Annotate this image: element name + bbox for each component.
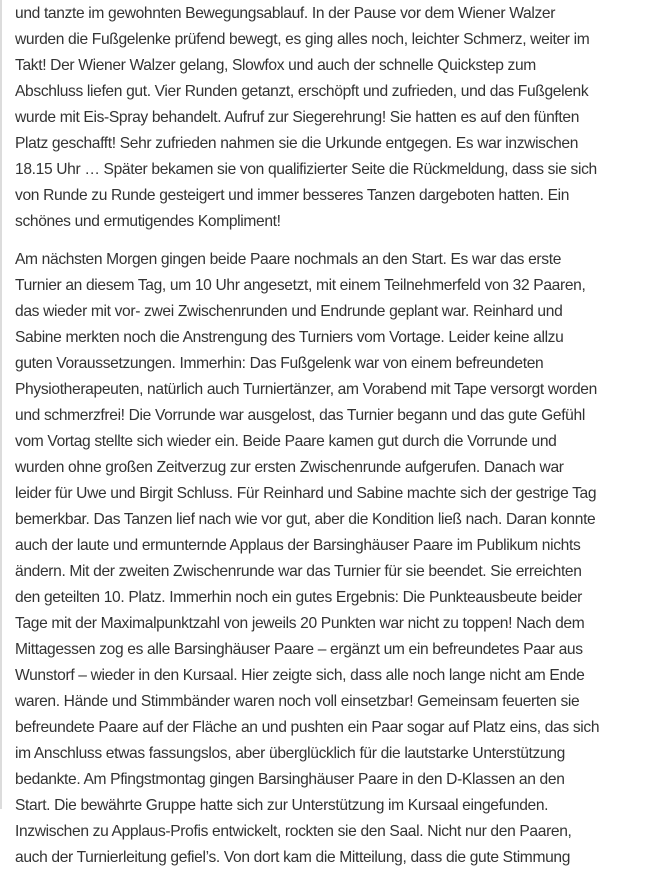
text-line: Start. Die bewährte Gruppe hatte sich zur Unterstützung im Kursaal eingefunden. (15, 797, 549, 814)
text-line: 18.15 Uhr … Später bekamen sie von qualifizierter Seite die Rückmeldung, dass sie sich (15, 161, 597, 178)
text-line: bedankte. Am Pfingstmontag gingen Barsinghäuser Paare in den D-Klassen an den (15, 771, 565, 788)
text-line: wurden ohne großen Zeitverzug zur ersten Zwischenrunde aufgerufen. Danach war (15, 459, 564, 476)
text-line: und tanzte im gewohnten Bewegungsablauf. In der Pause vor dem Wiener Walzer (15, 5, 556, 22)
text-line: befreundete Paare auf der Fläche an und pushten ein Paar sogar auf Platz eins, das sich (15, 719, 600, 736)
text-line: Abschluss liefen gut. Vier Runden getanzt, erschöpft und zufrieden, und das Fußgelenk (15, 83, 589, 100)
text-line: den geteilten 10. Platz. Immerhin noch ein gutes Ergebnis: Die Punkteausbeute beider (15, 589, 583, 606)
text-line: waren. Hände und Stimmbänder waren noch voll einsetzbar! Gemeinsam feuerten sie (15, 693, 580, 710)
text-line: Am nächsten Morgen gingen beide Paare nochmals an den Start. Es war das erste (15, 251, 562, 268)
text-line: Wunstorf – wieder in den Kursaal. Hier zeigte sich, dass alle noch lange nicht am Ende (15, 667, 585, 684)
text-line: und schmerzfrei! Die Vorrunde war ausgelost, das Turnier begann und das gute Gefühl (15, 407, 585, 424)
text-line: Sabine merkten noch die Anstrengung des Turniers vom Vortage. Leider keine allzu (15, 329, 564, 346)
text-line: Tage mit der Maximalpunktzahl von jeweils 20 Punkten war nicht zu toppen! Nach dem (15, 615, 585, 632)
text-line: Turnier an diesem Tag, um 10 Uhr angesetzt, mit einem Teilnehmerfeld von 32 Paaren, (15, 277, 586, 294)
text-line: Physiotherapeuten, natürlich auch Turniertänzer, am Vorabend mit Tape versorgt worden (15, 381, 597, 398)
text-line: wurde mit Eis-Spray behandelt. Aufruf zur Siegerehrung! Sie hatten es auf den fünften (15, 109, 580, 126)
text-line: wurden die Fußgelenke prüfend bewegt, es ging alles noch, leichter Schmerz, weiter im (15, 31, 590, 48)
text-line: guten Voraussetzungen. Immerhin: Das Fußgelenk war von einem befreundeten (15, 355, 544, 372)
text-line: im Anschluss etwas fassungslos, aber überglücklich für die lautstarke Unterstützung (15, 745, 565, 762)
text-line: leider für Uwe und Birgit Schluss. Für Reinhard und Sabine machte sich der gestrige Tag (15, 485, 597, 502)
text-line: bemerkbar. Das Tanzen lief nach wie vor gut, aber die Kondition ließ nach. Daran konnte (15, 511, 596, 528)
text-line: das wieder mit vor- zwei Zwischenrunden und Endrunde geplant war. Reinhard und (15, 303, 563, 320)
text-line: auch der laute und ermunternde Applaus der Barsinghäuser Paare im Publikum nichts (15, 537, 581, 554)
text-line: schönes und ermutigendes Kompliment! (15, 213, 281, 230)
text-line: von Runde zu Runde gesteigert und immer besseres Tanzen dargeboten hatten. Ein (15, 187, 570, 204)
text-line: Inzwischen zu Applaus-Profis entwickelt, rockten sie den Saal. Nicht nur den Paaren, (15, 823, 572, 840)
text-line: ändern. Mit der zweiten Zwischenrunde war das Turnier für sie beendet. Sie erreichten (15, 563, 582, 580)
text-line: auch der Turnierleitung gefiel’s. Von dort kam die Mitteilung, dass die gute Stimmung (15, 849, 571, 866)
text-line: Mittagessen zog es alle Barsinghäuser Paare – ergänzt um ein befreundetes Paar aus (15, 641, 583, 658)
paragraph (15, 1, 663, 235)
text-line: Platz geschafft! Sehr zufrieden nahmen sie die Urkunde entgegen. Es war inzwischen (15, 135, 579, 152)
text-line: vom Vortag stellte sich wieder ein. Beide Paare kamen gut durch die Vorrunde und (15, 433, 557, 450)
text-line: Takt! Der Wiener Walzer gelang, Slowfox und auch der schnelle Quickstep zum (15, 57, 536, 74)
paragraph (15, 247, 663, 871)
article-body (15, 1, 663, 883)
